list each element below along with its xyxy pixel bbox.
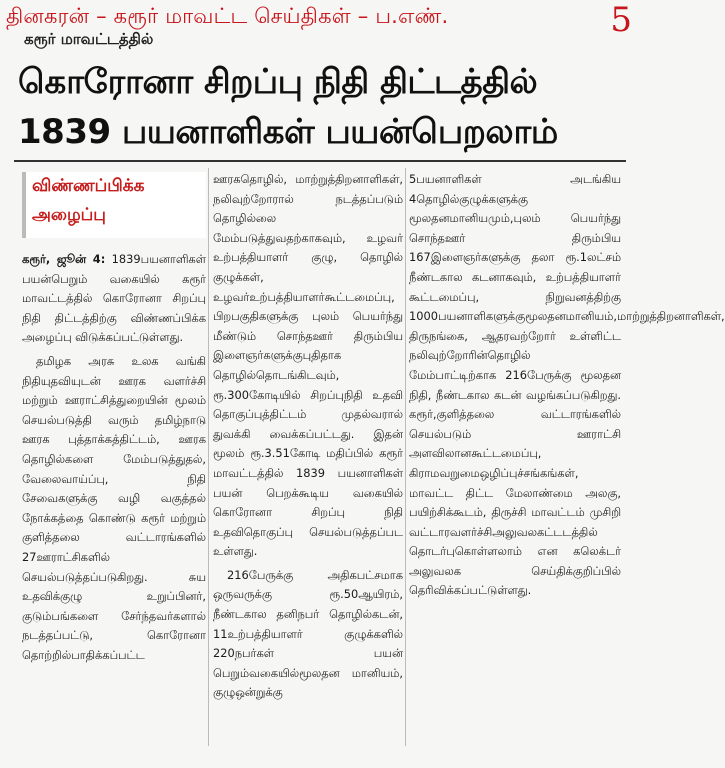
article-paragraph: 216பேருக்கு அதிகபட்சமாக ஒருவருக்கு ரூ.50ஆயிரம், நீண்டகால தனிநபர் தொழில்கடன், 11உற்பத்தியாளர் குழுக்களில் 220நபர்கள் பயன் பெறும்வகையில்மூலதன மானியம், குழுஒன்றுக்கு — [213, 567, 403, 700]
article-paragraph: ஊரகதொழில், மாற்றுத்திறனாளிகள், நலிவுற்றோரால் நடத்தப்படும் தொழில்லை மேம்படுத்துவதற்காகவும், உழவர் உற்பத்தியாளர் குழு, தொழில் குழுக்கள், உழவர்உற்பத்தியாளர்கூட்டமைப்பு, பிறபகுதிகளுக்கு புலம் பெயர்ந்து மீண்டும் சொந்தஊர் திரும்பிய இளைஞர்களுக்குபுதிதாக தொழில்தொடங்கிடவும், ரூ.300கோடியில் சிறப்புநிதி உதவி தொகுப்புத்திட்டம் முதல்வரால் துவக்கி வைக்கப்பட்டது. இதன் மூலம் ரூ.3.51கோடி மதிப்பில் கரூர் மாவட்டத்தில் 1839 பயனாளிகள் பயன் பெறக்கூடிய வகையில் கொரோனா சிறப்பு நிதி உதவிதொகுப்பு செயல்படுத்தப்பட உள்ளது. — [213, 172, 403, 559]
article-paragraph: தமிழக அரசு உலக வங்கி நிதியுதவியுடன் ஊரக வளர்ச்சி மற்றும் ஊராட்சித்துறையின் மூலம் செயல்படுத்தி வரும் தமிழ்நாடு ஊரக புத்தாக்கத்திட்டம், ஊரக தொழில்களை மேம்படுத்துதல், வேலைவாய்ப்பு, நிதி சேவைகளுக்கு வழி வகுத்தல் நோக்கத்தை கொண்டு கரூர் மற்றும் குளித்தலை வட்டாரங்களில் 27ஊராட்சிகளில் செயல்படுத்தப்படுகிறது. சுய உதவிக்குழு உறுப்பினர், குடும்பங்களை சேர்ந்தவர்களால் நடத்தப்பட்டு, கொரோனா தொற்றில்பாதிக்கப்பட்ட — [22, 353, 206, 662]
article-column-2 — [213, 170, 403, 707]
subhead-line-2: அழைப்பு — [32, 205, 106, 225]
article-text: 1839பயனாளிகள் பயன்பெறும் வகையில் கரூர் மாவட்டத்தில் கொரோனா சிறப்பு நிதி திட்டத்திற்கு விண்ணப்பிக்க அழைப்பு விடுக்கப்பட்டுள்ளது. — [22, 252, 206, 345]
article-column-1 — [22, 250, 206, 669]
dateline: கரூர், ஜூன் 4: — [22, 252, 106, 266]
column-divider — [405, 168, 406, 746]
section-label: கரூர் மாவட்டத்தில் — [20, 30, 157, 50]
subhead-box — [22, 172, 206, 238]
headline-line-1: கொரோனா சிறப்பு நிதி திட்டத்தில் — [18, 62, 538, 102]
article-column-3 — [409, 170, 725, 605]
source-line: தினகரன் – கரூர் மாவட்ட செய்திகள் – ப.எண். — [6, 4, 449, 28]
column-divider — [208, 168, 209, 746]
article-paragraph: 5பயனாளிகள் அடங்கிய 4தொழில்குழுக்களுக்கு மூலதனமானியமும்,புலம் பெயர்ந்து சொந்தஊர் திரும்பிய 167இளைஞர்களுக்கு தலா ரூ.1லட்சம் நீண்டகால கடனாகவும், உற்பத்தியாளர் கூட்டமைப்பு, நிறுவனத்திற்கு 1000பயனாளிகளுக்குமூலதனமானியம்,மாற்றுத்திறனாளிகள், திருநங்கை, ஆதரவற்றோர் உள்ளிட்ட நலிவுற்றோரின்தொழில் மேம்பாட்டிற்காக 216பேருக்கு மூலதன நிதி, நீண்டகால கடன் வழங்கப்படுகிறது. கரூர்,குளித்தலை வட்டாரங்களில் செயல்படும் ஊராட்சி அளவிலானகூட்டமைப்பு, கிராமவறுமைஒழிப்புச்சங்கங்கள், மாவட்ட திட்ட மேலாண்மை அலகு, பயிற்சிக்கூடம், திருச்சி மாவட்டம் முசிறி வட்டாரவளர்ச்சிஅலுவலகட்டடத்தில் தொடர்புகொள்ளலாம் என கலெக்டர் அலுவலக செய்திக்குறிப்பில் தெரிவிக்கப்பட்டுள்ளது. — [409, 172, 725, 598]
headline-divider — [14, 160, 626, 162]
article-paragraph — [22, 250, 206, 348]
subhead-line-1: விண்ணப்பிக்க — [32, 176, 145, 196]
page-number: 5 — [610, 0, 632, 40]
headline-line-2: 1839 பயனாளிகள் பயன்பெறலாம் — [18, 112, 558, 152]
